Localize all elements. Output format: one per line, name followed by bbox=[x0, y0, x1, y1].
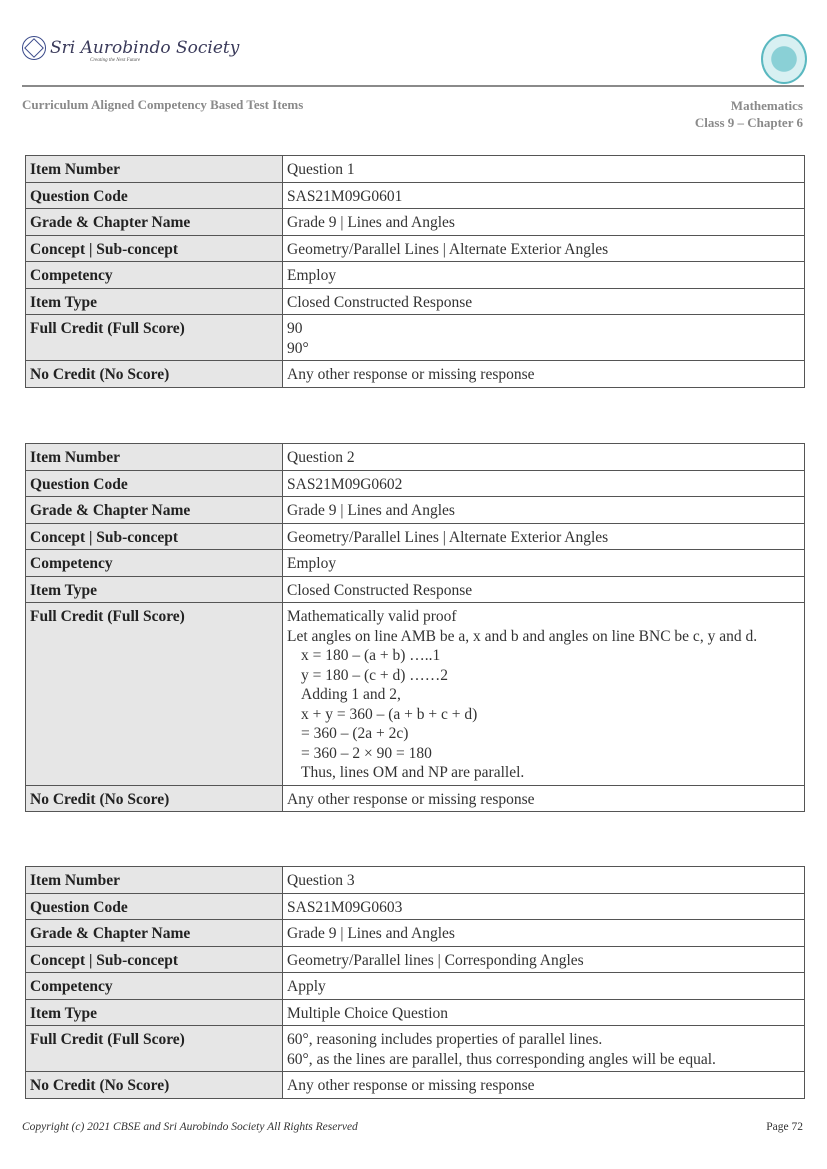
value-line: = 360 – (2a + 2c) bbox=[301, 725, 409, 742]
value-line: y = 180 – (c + d) ……2 bbox=[301, 666, 449, 684]
table-row bbox=[26, 1072, 805, 1099]
row-value bbox=[283, 999, 805, 1026]
row-value bbox=[283, 361, 805, 388]
page-number: Page 72 bbox=[766, 1121, 803, 1133]
row-label: Concept | Sub-concept bbox=[26, 523, 283, 550]
value-line: 60°, reasoning includes properties of parallel lines. bbox=[287, 1031, 603, 1048]
class-chapter: Class 9 – Chapter 6 bbox=[694, 115, 803, 130]
globe-icon bbox=[22, 36, 46, 60]
row-label: No Credit (No Score) bbox=[26, 361, 283, 388]
question-3-table bbox=[25, 866, 805, 1099]
row-value bbox=[283, 973, 805, 1000]
question-1-table bbox=[25, 155, 805, 388]
value-line: = 360 – 2 × 90 = 180 bbox=[301, 744, 432, 762]
row-value bbox=[283, 603, 805, 786]
value-line: x = 180 – (a + b) …..1 bbox=[301, 647, 441, 664]
value-line: Question 2 bbox=[287, 449, 355, 466]
logo-text: Sri Aurobindo Society bbox=[50, 37, 240, 58]
row-value bbox=[283, 262, 805, 289]
row-value bbox=[283, 946, 805, 973]
table-row bbox=[26, 156, 805, 183]
sri-aurobindo-society-logo bbox=[22, 36, 240, 63]
value-line: Thus, lines OM and NP are parallel. bbox=[301, 764, 525, 781]
row-value bbox=[283, 156, 805, 183]
table-row bbox=[26, 1026, 805, 1072]
row-label: Grade & Chapter Name bbox=[26, 920, 283, 947]
row-label: Question Code bbox=[26, 182, 283, 209]
value-line: Any other response or missing response bbox=[287, 366, 535, 383]
value-line: Geometry/Parallel Lines | Alternate Exterior Angles bbox=[287, 528, 609, 546]
row-label: Grade & Chapter Name bbox=[26, 209, 283, 236]
row-value bbox=[283, 444, 805, 471]
row-value bbox=[283, 576, 805, 603]
value-line: Employ bbox=[287, 267, 337, 284]
table-row bbox=[26, 315, 805, 361]
row-label: No Credit (No Score) bbox=[26, 785, 283, 812]
subject-info bbox=[695, 97, 803, 131]
table-row bbox=[26, 182, 805, 209]
row-value bbox=[283, 1072, 805, 1099]
table-row bbox=[26, 785, 805, 812]
row-value bbox=[283, 182, 805, 209]
table-row bbox=[26, 603, 805, 786]
table-row bbox=[26, 444, 805, 471]
table-row bbox=[26, 523, 805, 550]
cbse-seal-logo bbox=[761, 34, 807, 84]
table-row bbox=[26, 361, 805, 388]
value-line: 90 bbox=[287, 320, 303, 337]
row-value bbox=[283, 470, 805, 497]
value-line: Any other response or missing response bbox=[287, 790, 535, 808]
row-value bbox=[283, 315, 805, 361]
row-label: Competency bbox=[26, 973, 283, 1000]
row-label: Full Credit (Full Score) bbox=[26, 315, 283, 361]
header-divider bbox=[22, 85, 804, 87]
table-row bbox=[26, 973, 805, 1000]
document-title: Curriculum Aligned Competency Based Test Items bbox=[22, 97, 304, 112]
row-value bbox=[283, 867, 805, 894]
row-value bbox=[283, 1026, 805, 1072]
row-label: Full Credit (Full Score) bbox=[26, 1026, 283, 1072]
value-line: Closed Constructed Response bbox=[287, 293, 473, 311]
value-line: Closed Constructed Response bbox=[287, 581, 473, 599]
value-line: Let angles on line AMB be a, x and b and angles on line BNC be c, y and d. bbox=[287, 627, 758, 645]
row-label: Concept | Sub-concept bbox=[26, 235, 283, 262]
row-label: Concept | Sub-concept bbox=[26, 946, 283, 973]
row-label: Competency bbox=[26, 262, 283, 289]
row-value bbox=[283, 920, 805, 947]
table-row bbox=[26, 262, 805, 289]
value-line: 60°, as the lines are parallel, thus corresponding angles will be equal. bbox=[287, 1050, 716, 1068]
value-line: Question 1 bbox=[287, 161, 355, 178]
value-line: Geometry/Parallel Lines | Alternate Exterior Angles bbox=[287, 240, 609, 258]
value-line: SAS21M09G0603 bbox=[287, 898, 403, 916]
row-label: Competency bbox=[26, 550, 283, 577]
table-row bbox=[26, 867, 805, 894]
value-line: SAS21M09G0601 bbox=[287, 187, 403, 205]
row-label: Question Code bbox=[26, 893, 283, 920]
copyright: Copyright (c) 2021 CBSE and Sri Aurobindo Society All Rights Reserved bbox=[22, 1121, 358, 1133]
value-line: Any other response or missing response bbox=[287, 1077, 535, 1094]
value-line: Multiple Choice Question bbox=[287, 1004, 449, 1022]
row-value bbox=[283, 288, 805, 315]
row-value bbox=[283, 550, 805, 577]
value-line: Grade 9 | Lines and Angles bbox=[287, 925, 455, 942]
table-row bbox=[26, 288, 805, 315]
value-line: 90° bbox=[287, 339, 309, 357]
table-row bbox=[26, 999, 805, 1026]
row-label: Grade & Chapter Name bbox=[26, 497, 283, 524]
row-value bbox=[283, 893, 805, 920]
value-line: Grade 9 | Lines and Angles bbox=[287, 502, 455, 519]
value-line: Grade 9 | Lines and Angles bbox=[287, 214, 455, 231]
row-label: Item Number bbox=[26, 156, 283, 183]
subject: Mathematics bbox=[730, 98, 803, 113]
row-label: Item Number bbox=[26, 867, 283, 894]
row-label: Item Type bbox=[26, 999, 283, 1026]
row-value bbox=[283, 209, 805, 236]
value-line: Question 3 bbox=[287, 872, 355, 889]
value-line: Geometry/Parallel lines | Corresponding Angles bbox=[287, 951, 584, 969]
row-label: Item Type bbox=[26, 288, 283, 315]
table-row bbox=[26, 235, 805, 262]
table-row bbox=[26, 946, 805, 973]
row-value bbox=[283, 235, 805, 262]
row-value bbox=[283, 497, 805, 524]
row-value bbox=[283, 785, 805, 812]
question-2-table bbox=[25, 443, 805, 812]
row-label: Full Credit (Full Score) bbox=[26, 603, 283, 786]
row-value bbox=[283, 523, 805, 550]
value-line: Adding 1 and 2, bbox=[301, 686, 401, 703]
value-line: Mathematically valid proof bbox=[287, 608, 457, 625]
row-label: Item Number bbox=[26, 444, 283, 471]
logo-tagline: Creating the Next Future bbox=[90, 58, 141, 63]
row-label: No Credit (No Score) bbox=[26, 1072, 283, 1099]
table-row bbox=[26, 497, 805, 524]
row-label: Item Type bbox=[26, 576, 283, 603]
value-line: SAS21M09G0602 bbox=[287, 475, 403, 493]
table-row bbox=[26, 209, 805, 236]
table-row bbox=[26, 920, 805, 947]
value-line: x + y = 360 – (a + b + c + d) bbox=[301, 705, 478, 723]
value-line: Employ bbox=[287, 555, 337, 572]
value-line: Apply bbox=[287, 978, 326, 995]
table-row bbox=[26, 470, 805, 497]
table-row bbox=[26, 576, 805, 603]
row-label: Question Code bbox=[26, 470, 283, 497]
table-row bbox=[26, 550, 805, 577]
table-row bbox=[26, 893, 805, 920]
